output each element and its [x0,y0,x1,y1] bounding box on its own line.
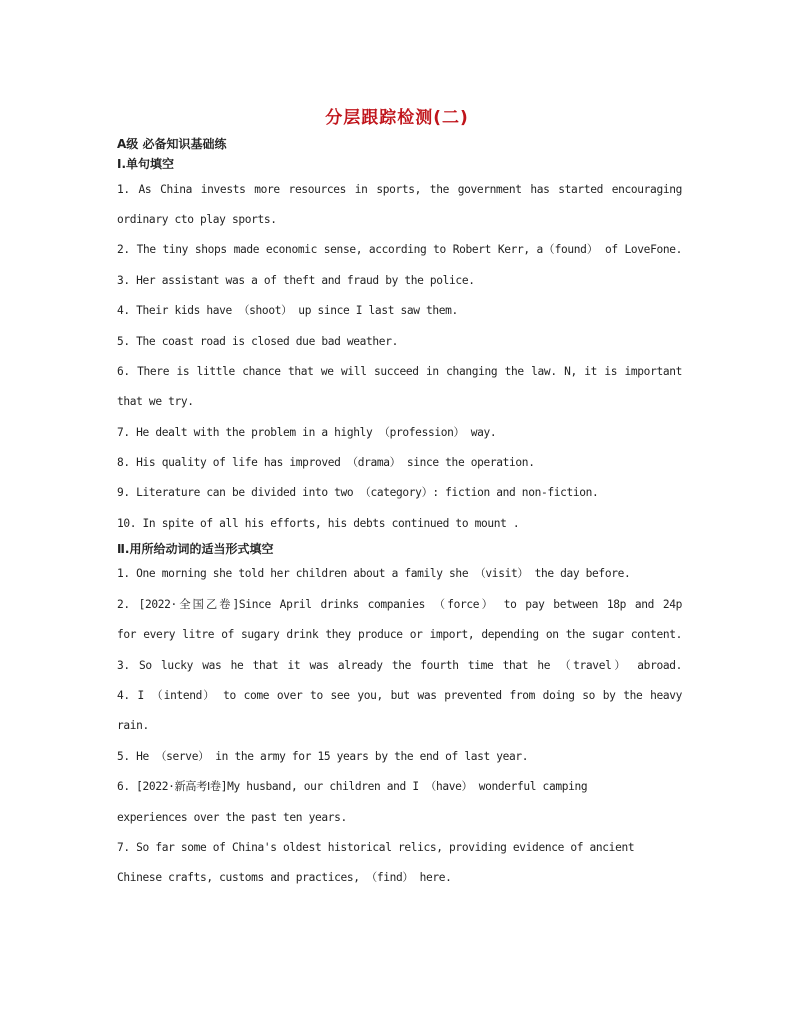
section2-line: 4. I （intend） to come over to see you, but was prevented from doing so by the heavy [117,689,682,702]
section1-line: ordinary cto play sports. [117,213,277,226]
section1-line: 7. He dealt with the problem in a highly （profession） way. [117,426,497,439]
section2-line: 6. [2022·新高考Ⅰ卷]My husband, our children and I （have） wonderful camping [117,780,588,793]
section1-line: 2. The tiny shops made economic sense, according to Robert Kerr, a（found） of LoveFone. [117,243,682,256]
section-heading-1: Ⅰ.单句填空 [117,157,175,171]
section1-line: that we try. [117,395,194,408]
section1-line: 5. The coast road is closed due bad weather. [117,335,398,348]
section1-line: 9. Literature can be divided into two （category）: fiction and non-fiction. [117,486,599,499]
section2-line: Chinese crafts, customs and practices, （find） here. [117,871,452,884]
section1-line: 6. There is little chance that we will succeed in changing the law. N, it is important [117,365,682,378]
section1-line: 1. As China invests more resources in sports, the government has started encouraging [117,183,682,196]
section2-line: for every litre of sugary drink they produce or import, depending on the sugar content. [117,628,682,641]
section2-line: rain. [117,719,149,732]
section1-line: 4. Their kids have （shoot） up since I last saw them. [117,304,458,317]
section-heading-2: Ⅱ.用所给动词的适当形式填空 [117,542,274,556]
section1-line: 10. In spite of all his efforts, his debts continued to mount . [117,517,520,530]
section1-line: 8. His quality of life has improved （drama） since the operation. [117,456,535,469]
section2-line: 2. [2022·全国乙卷]Since April drinks companies （force） to pay between 18p and 24p [117,598,682,611]
section2-line: 5. He （serve） in the army for 15 years by the end of last year. [117,750,529,763]
section2-line: 7. So far some of China's oldest historical relics, providing evidence of ancient [117,841,635,854]
section1-line: 3. Her assistant was a of theft and fraud by the police. [117,274,475,287]
section2-line: 3. So lucky was he that it was already the fourth time that he （travel） abroad. [117,659,682,672]
section2-line: experiences over the past ten years. [117,811,347,824]
level-heading: A级 必备知识基础练 [117,137,227,151]
section2-line: 1. One morning she told her children about a family she （visit） the day before. [117,567,631,580]
page-title: 分层跟踪检测(二) [325,108,469,128]
